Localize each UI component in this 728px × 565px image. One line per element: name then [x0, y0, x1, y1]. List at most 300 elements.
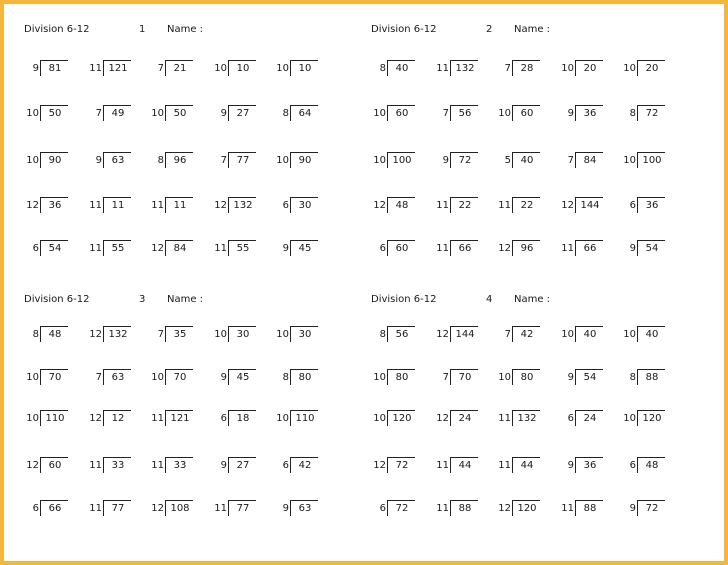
problem-row	[371, 410, 716, 428]
division-problem	[434, 410, 492, 428]
division-problem	[24, 500, 82, 518]
divisor: 11	[214, 243, 227, 254]
dividend: 90	[298, 155, 312, 166]
problem-row	[371, 197, 716, 215]
division-problem	[559, 240, 617, 258]
division-problem	[274, 105, 332, 123]
division-problem	[371, 457, 429, 475]
dividend: 10	[236, 63, 250, 74]
division-problem	[24, 197, 82, 215]
divisor: 12	[89, 413, 102, 424]
dividend: 49	[111, 108, 125, 119]
division-problem	[274, 152, 332, 170]
dividend: 84	[173, 243, 187, 254]
worksheet-title: Division 6-12	[24, 24, 90, 35]
division-problem	[24, 105, 82, 123]
division-problem	[496, 197, 554, 215]
divisor: 11	[151, 413, 164, 424]
worksheet-3	[24, 294, 369, 534]
divisor: 6	[32, 243, 39, 254]
dividend: 72	[645, 108, 659, 119]
divisor: 9	[282, 243, 289, 254]
dividend: 33	[173, 460, 187, 471]
divisor: 11	[89, 200, 102, 211]
worksheet-header	[371, 294, 716, 310]
divisor: 8	[282, 372, 289, 383]
division-problem	[87, 410, 145, 428]
division-problem	[212, 500, 270, 518]
division-problem	[496, 500, 554, 518]
division-problem	[434, 369, 492, 387]
division-problem	[24, 457, 82, 475]
division-problem	[434, 152, 492, 170]
division-problem	[496, 60, 554, 78]
division-problem	[24, 326, 82, 344]
division-problem	[87, 369, 145, 387]
worksheet-header	[24, 294, 369, 310]
divisor: 5	[504, 155, 511, 166]
dividend: 66	[583, 243, 597, 254]
divisor: 10	[623, 413, 636, 424]
divisor: 6	[629, 200, 636, 211]
divisor: 6	[282, 200, 289, 211]
dividend: 24	[583, 413, 597, 424]
dividend: 30	[236, 329, 250, 340]
division-problem	[24, 240, 82, 258]
division-problem	[559, 457, 617, 475]
divisor: 10	[276, 63, 289, 74]
division-problem	[621, 152, 679, 170]
division-problem	[274, 240, 332, 258]
divisor: 11	[436, 63, 449, 74]
divisor: 9	[220, 108, 227, 119]
divisor: 11	[561, 243, 574, 254]
dividend: 77	[236, 155, 250, 166]
problem-row	[371, 60, 716, 78]
divisor: 11	[436, 460, 449, 471]
divisor: 11	[89, 243, 102, 254]
dividend: 110	[45, 413, 65, 424]
division-problem	[621, 60, 679, 78]
dividend: 144	[580, 200, 600, 211]
dividend: 110	[295, 413, 315, 424]
dividend: 60	[395, 108, 409, 119]
division-problem	[434, 326, 492, 344]
division-problem	[496, 152, 554, 170]
division-problem	[212, 240, 270, 258]
dividend: 100	[392, 155, 412, 166]
divisor: 10	[26, 155, 39, 166]
division-problem	[371, 197, 429, 215]
problem-row	[24, 60, 369, 78]
division-problem	[621, 326, 679, 344]
divisor: 12	[498, 243, 511, 254]
division-problem	[621, 369, 679, 387]
division-problem	[371, 60, 429, 78]
divisor: 7	[220, 155, 227, 166]
division-problem	[212, 457, 270, 475]
division-problem	[559, 197, 617, 215]
dividend: 28	[520, 63, 534, 74]
divisor: 8	[157, 155, 164, 166]
division-problem	[621, 197, 679, 215]
dividend: 54	[645, 243, 659, 254]
problem-row	[24, 457, 369, 475]
dividend: 35	[173, 329, 187, 340]
divisor: 10	[276, 413, 289, 424]
dividend: 22	[458, 200, 472, 211]
division-problem	[371, 105, 429, 123]
divisor: 7	[504, 329, 511, 340]
divisor: 12	[373, 200, 386, 211]
divisor: 6	[220, 413, 227, 424]
name-label: Name :	[514, 24, 551, 35]
divisor: 12	[498, 503, 511, 514]
dividend: 77	[111, 503, 125, 514]
dividend: 70	[48, 372, 62, 383]
division-problem	[559, 326, 617, 344]
dividend: 120	[642, 413, 662, 424]
division-problem	[496, 326, 554, 344]
division-problem	[212, 105, 270, 123]
divisor: 10	[26, 372, 39, 383]
divisor: 10	[214, 63, 227, 74]
divisor: 10	[623, 155, 636, 166]
division-problem	[212, 369, 270, 387]
dividend: 88	[458, 503, 472, 514]
divisor: 11	[151, 460, 164, 471]
worksheet-title: Division 6-12	[371, 24, 437, 35]
dividend: 36	[48, 200, 62, 211]
division-problem	[371, 369, 429, 387]
divisor: 6	[379, 503, 386, 514]
dividend: 10	[298, 63, 312, 74]
divisor: 11	[151, 200, 164, 211]
problem-row	[371, 240, 716, 258]
dividend: 50	[48, 108, 62, 119]
division-problem	[274, 60, 332, 78]
division-problem	[559, 369, 617, 387]
divisor: 8	[379, 63, 386, 74]
divisor: 10	[276, 155, 289, 166]
problem-row	[371, 105, 716, 123]
dividend: 50	[173, 108, 187, 119]
dividend: 11	[173, 200, 187, 211]
dividend: 36	[645, 200, 659, 211]
divisor: 9	[95, 155, 102, 166]
division-problem	[434, 105, 492, 123]
dividend: 54	[48, 243, 62, 254]
divisor: 8	[629, 108, 636, 119]
divisor: 12	[436, 329, 449, 340]
division-problem	[149, 105, 207, 123]
division-problem	[149, 500, 207, 518]
division-problem	[87, 60, 145, 78]
divisor: 6	[282, 460, 289, 471]
divisor: 11	[436, 200, 449, 211]
problem-row	[371, 326, 716, 344]
divisor: 9	[282, 503, 289, 514]
divisor: 6	[32, 503, 39, 514]
division-problem	[559, 410, 617, 428]
divisor: 8	[379, 329, 386, 340]
divisor: 12	[89, 329, 102, 340]
divisor: 10	[561, 63, 574, 74]
division-problem	[434, 240, 492, 258]
dividend: 88	[645, 372, 659, 383]
division-problem	[212, 152, 270, 170]
dividend: 24	[458, 413, 472, 424]
division-problem	[212, 60, 270, 78]
dividend: 132	[517, 413, 537, 424]
division-problem	[371, 240, 429, 258]
problem-row	[24, 152, 369, 170]
dividend: 42	[520, 329, 534, 340]
divisor: 7	[95, 372, 102, 383]
divisor: 11	[214, 503, 227, 514]
dividend: 40	[395, 63, 409, 74]
divisor: 11	[89, 503, 102, 514]
division-problem	[87, 152, 145, 170]
division-problem	[274, 457, 332, 475]
worksheet-number: 1	[139, 24, 146, 35]
divisor: 11	[498, 200, 511, 211]
division-problem	[212, 410, 270, 428]
problem-row	[371, 152, 716, 170]
dividend: 80	[520, 372, 534, 383]
division-problem	[559, 152, 617, 170]
divisor: 12	[151, 243, 164, 254]
dividend: 132	[108, 329, 128, 340]
division-problem	[24, 369, 82, 387]
division-problem	[24, 410, 82, 428]
dividend: 21	[173, 63, 187, 74]
divisor: 11	[89, 460, 102, 471]
worksheet-header	[24, 24, 369, 40]
divisor: 8	[282, 108, 289, 119]
name-label: Name :	[514, 294, 551, 305]
divisor: 6	[379, 243, 386, 254]
dividend: 27	[236, 460, 250, 471]
dividend: 72	[395, 460, 409, 471]
dividend: 90	[48, 155, 62, 166]
division-problem	[559, 105, 617, 123]
division-problem	[621, 500, 679, 518]
divisor: 11	[498, 460, 511, 471]
dividend: 20	[645, 63, 659, 74]
divisor: 9	[220, 460, 227, 471]
dividend: 70	[173, 372, 187, 383]
dividend: 11	[111, 200, 125, 211]
problem-row	[371, 369, 716, 387]
dividend: 36	[583, 460, 597, 471]
division-problem	[149, 410, 207, 428]
division-problem	[371, 152, 429, 170]
divisor: 7	[442, 372, 449, 383]
divisor: 10	[26, 108, 39, 119]
divisor: 7	[95, 108, 102, 119]
divisor: 7	[504, 63, 511, 74]
division-problem	[87, 240, 145, 258]
dividend: 132	[455, 63, 475, 74]
division-problem	[149, 60, 207, 78]
dividend: 66	[458, 243, 472, 254]
dividend: 44	[458, 460, 472, 471]
division-problem	[149, 369, 207, 387]
division-problem	[434, 500, 492, 518]
dividend: 80	[298, 372, 312, 383]
division-problem	[559, 60, 617, 78]
division-problem	[212, 197, 270, 215]
division-problem	[87, 500, 145, 518]
dividend: 45	[298, 243, 312, 254]
worksheet-title: Division 6-12	[24, 294, 90, 305]
worksheet-2	[371, 24, 716, 264]
dividend: 96	[173, 155, 187, 166]
dividend: 72	[395, 503, 409, 514]
division-problem	[274, 500, 332, 518]
division-problem	[496, 240, 554, 258]
dividend: 18	[236, 413, 250, 424]
dividend: 70	[458, 372, 472, 383]
dividend: 40	[520, 155, 534, 166]
dividend: 84	[583, 155, 597, 166]
problem-row	[24, 369, 369, 387]
division-problem	[24, 60, 82, 78]
division-problem	[496, 105, 554, 123]
dividend: 44	[520, 460, 534, 471]
worksheet-1	[24, 24, 369, 264]
dividend: 144	[455, 329, 475, 340]
division-problem	[371, 326, 429, 344]
divisor: 9	[567, 372, 574, 383]
division-problem	[87, 197, 145, 215]
divisor: 10	[498, 108, 511, 119]
dividend: 40	[645, 329, 659, 340]
division-problem	[621, 105, 679, 123]
dividend: 132	[233, 200, 253, 211]
dividend: 108	[170, 503, 190, 514]
division-problem	[434, 60, 492, 78]
dividend: 30	[298, 200, 312, 211]
divisor: 8	[629, 372, 636, 383]
worksheet-header	[371, 24, 716, 40]
division-problem	[274, 369, 332, 387]
divisor: 6	[567, 413, 574, 424]
worksheet-number: 3	[139, 294, 146, 305]
dividend: 72	[645, 503, 659, 514]
divisor: 10	[373, 108, 386, 119]
dividend: 66	[48, 503, 62, 514]
divisor: 10	[373, 372, 386, 383]
division-problem	[274, 410, 332, 428]
division-problem	[496, 457, 554, 475]
dividend: 60	[48, 460, 62, 471]
dividend: 60	[395, 243, 409, 254]
divisor: 11	[498, 413, 511, 424]
dividend: 56	[458, 108, 472, 119]
divisor: 10	[151, 108, 164, 119]
dividend: 36	[583, 108, 597, 119]
division-problem	[621, 457, 679, 475]
divisor: 11	[436, 243, 449, 254]
worksheet-title: Division 6-12	[371, 294, 437, 305]
problem-row	[24, 105, 369, 123]
division-problem	[496, 410, 554, 428]
division-problem	[87, 105, 145, 123]
divisor: 12	[214, 200, 227, 211]
division-problem	[621, 240, 679, 258]
divisor: 9	[629, 503, 636, 514]
divisor: 6	[629, 460, 636, 471]
dividend: 81	[48, 63, 62, 74]
dividend: 60	[520, 108, 534, 119]
problem-row	[24, 500, 369, 518]
divisor: 11	[89, 63, 102, 74]
dividend: 64	[298, 108, 312, 119]
problem-row	[24, 410, 369, 428]
division-problem	[149, 152, 207, 170]
divisor: 10	[623, 329, 636, 340]
dividend: 121	[108, 63, 128, 74]
divisor: 11	[436, 503, 449, 514]
divisor: 12	[151, 503, 164, 514]
dividend: 48	[395, 200, 409, 211]
dividend: 88	[583, 503, 597, 514]
divisor: 7	[442, 108, 449, 119]
name-label: Name :	[167, 294, 204, 305]
division-problem	[212, 326, 270, 344]
dividend: 22	[520, 200, 534, 211]
dividend: 40	[583, 329, 597, 340]
divisor: 10	[276, 329, 289, 340]
name-label: Name :	[167, 24, 204, 35]
divisor: 7	[567, 155, 574, 166]
division-problem	[559, 500, 617, 518]
dividend: 12	[111, 413, 125, 424]
problem-row	[371, 457, 716, 475]
divisor: 12	[26, 460, 39, 471]
dividend: 63	[298, 503, 312, 514]
divisor: 10	[214, 329, 227, 340]
problem-row	[24, 326, 369, 344]
divisor: 12	[373, 460, 386, 471]
worksheet-number: 4	[486, 294, 493, 305]
dividend: 120	[517, 503, 537, 514]
division-problem	[434, 197, 492, 215]
dividend: 56	[395, 329, 409, 340]
divisor: 9	[567, 460, 574, 471]
dividend: 55	[236, 243, 250, 254]
worksheet-number: 2	[486, 24, 493, 35]
dividend: 30	[298, 329, 312, 340]
divisor: 12	[26, 200, 39, 211]
division-problem	[621, 410, 679, 428]
divisor: 10	[498, 372, 511, 383]
dividend: 77	[236, 503, 250, 514]
dividend: 100	[642, 155, 662, 166]
division-problem	[371, 500, 429, 518]
divisor: 7	[157, 329, 164, 340]
dividend: 55	[111, 243, 125, 254]
dividend: 48	[645, 460, 659, 471]
divisor: 12	[561, 200, 574, 211]
dividend: 63	[111, 372, 125, 383]
dividend: 121	[170, 413, 190, 424]
division-problem	[149, 197, 207, 215]
problem-row	[371, 500, 716, 518]
divisor: 10	[373, 413, 386, 424]
